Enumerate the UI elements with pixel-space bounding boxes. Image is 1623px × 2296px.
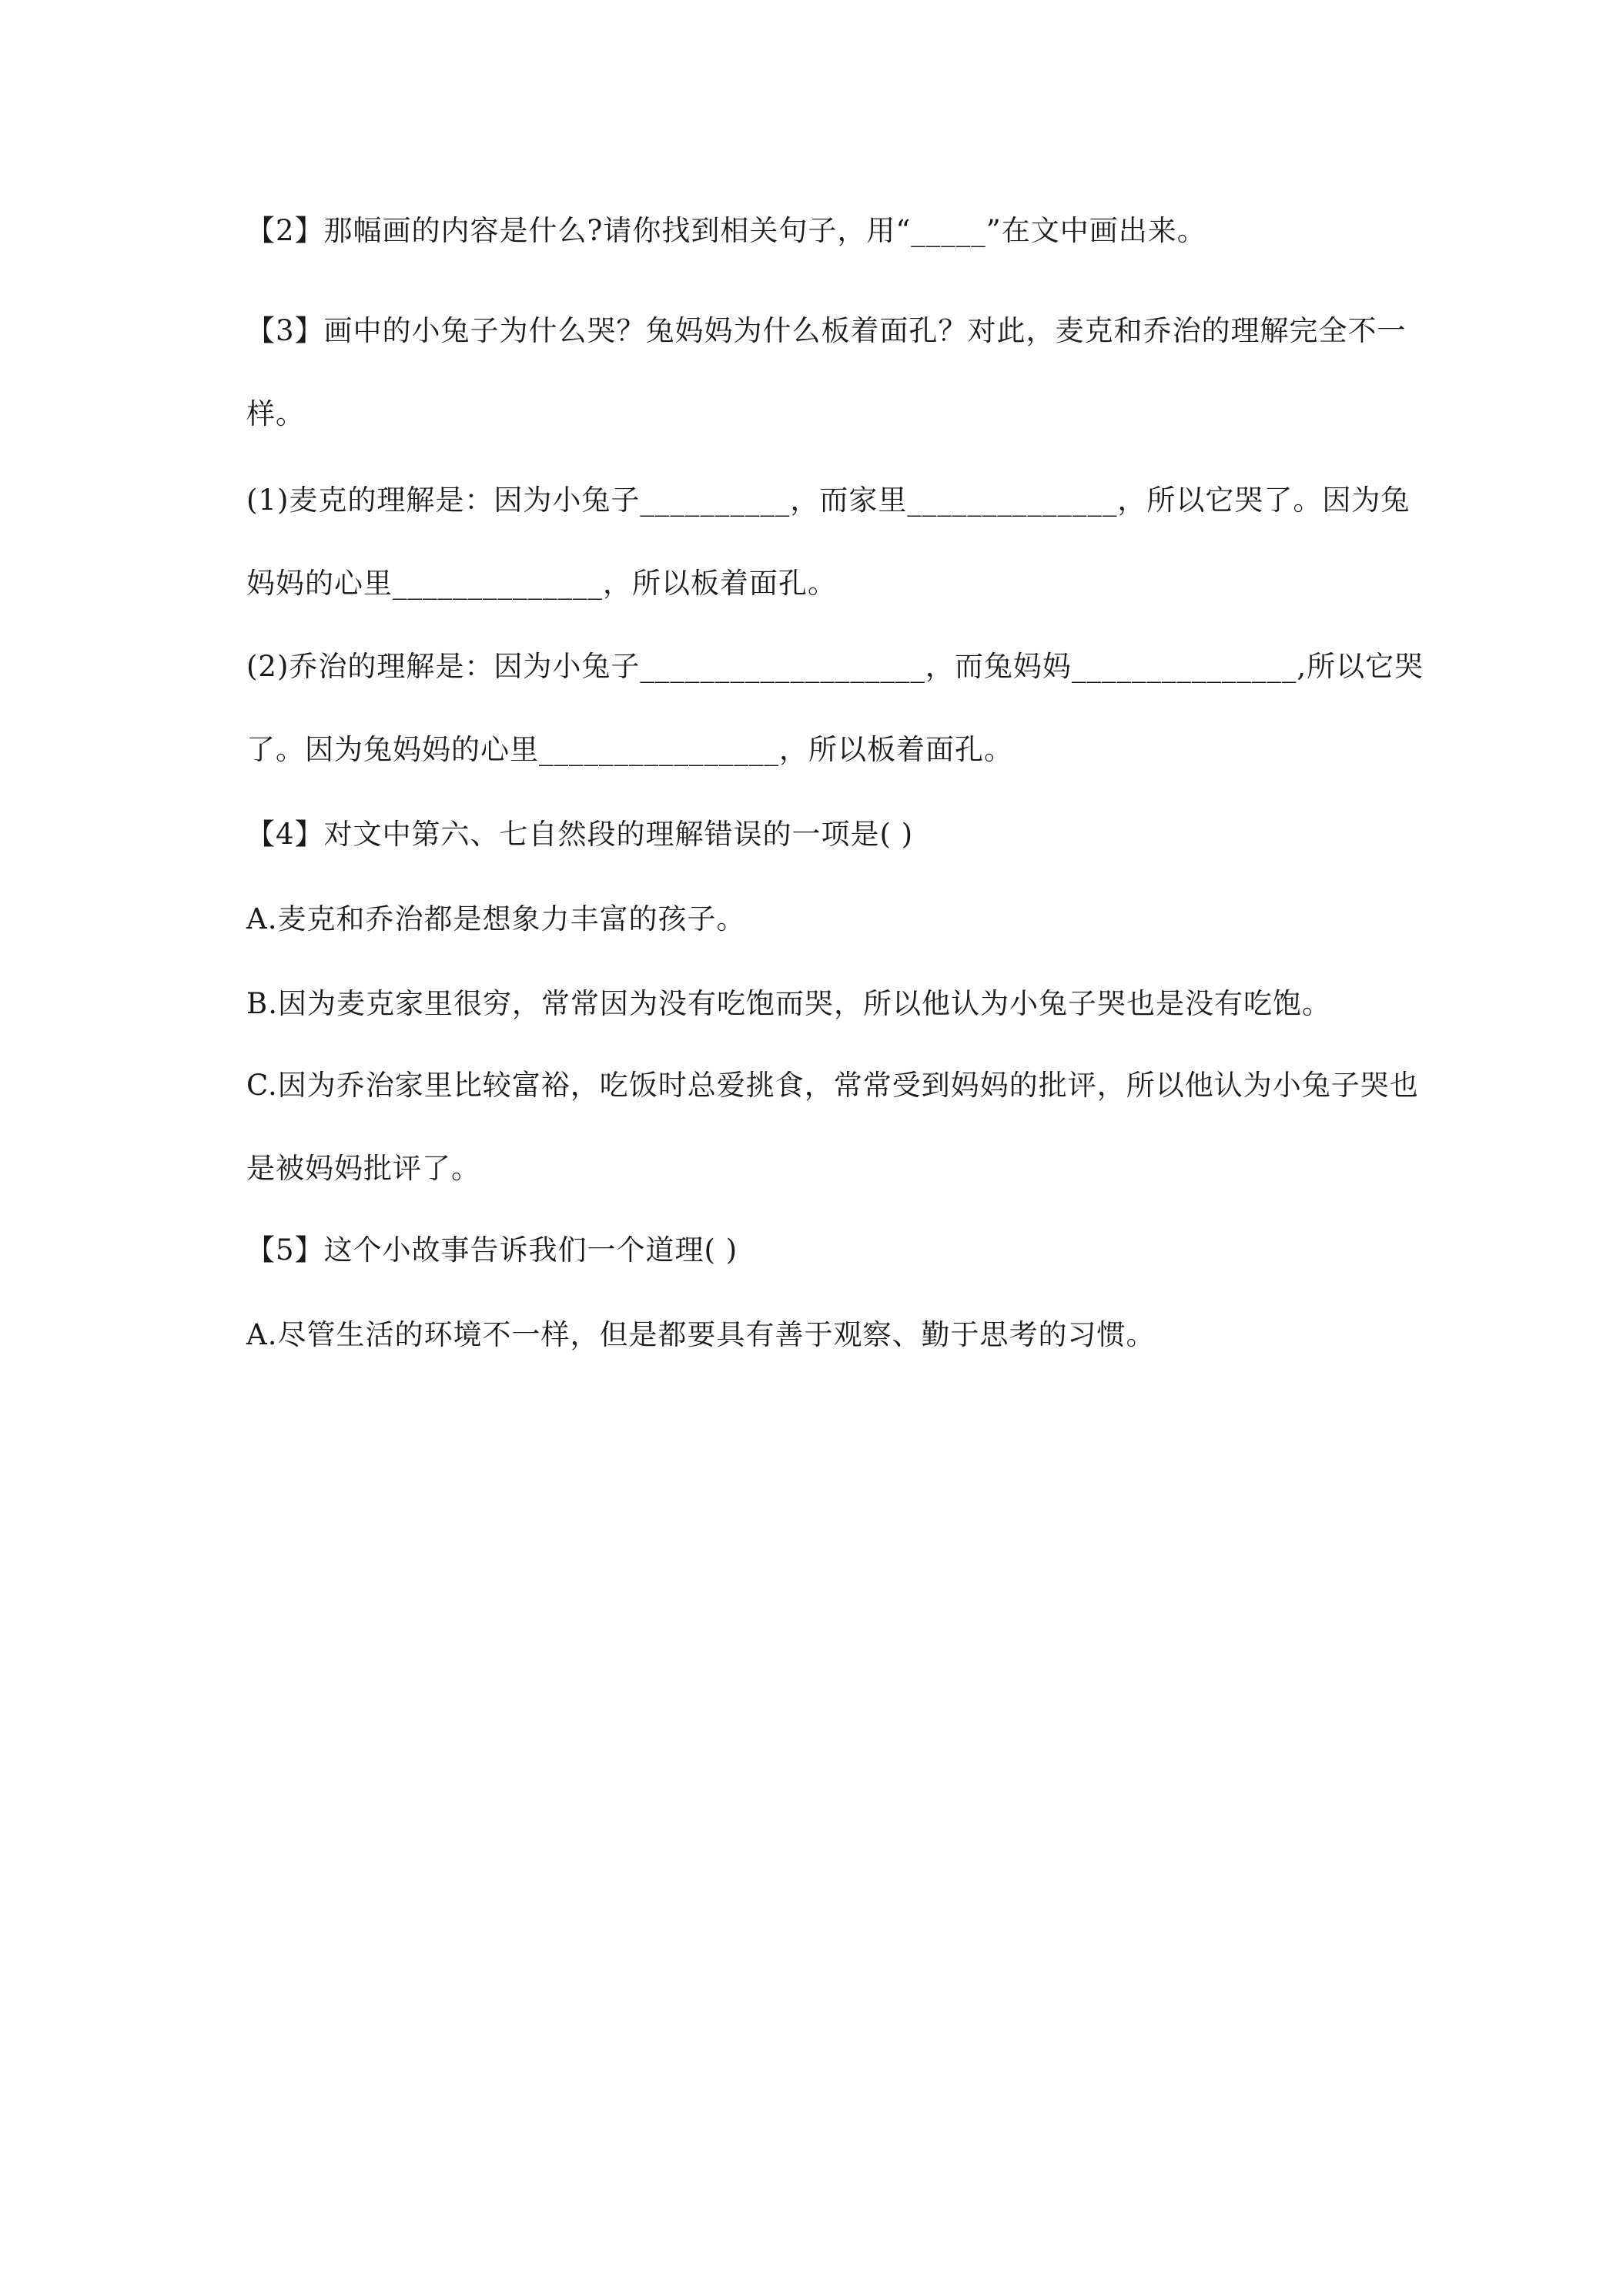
question-3-sub-2-line2: 了。因为兔妈妈的心里________________，所以板着面孔。: [246, 733, 1013, 766]
question-2: [246, 189, 1386, 273]
option-c-text-line1: C.因为乔治家里比较富裕，吃饭时总爱挑食，常常受到妈妈的批评，所以他认为小兔子哭也: [246, 1069, 1419, 1102]
option-a-text: A.麦克和乔治都是想象力丰富的孩子。: [246, 902, 746, 935]
question-5-option-a: [246, 1294, 1386, 1377]
question-3-sub-1-line2: 妈妈的心里______________，所以板着面孔。: [246, 567, 837, 600]
question-3-text-line1: 【3】画中的小兔子为什么哭？兔妈妈为什么板着面孔？对此，麦克和乔治的理解完全不一: [246, 314, 1407, 347]
question-3-sub-1-line1: (1)麦克的理解是：因为小兔子__________，而家里______________，所以它哭了。因为兔: [246, 484, 1411, 517]
question-5: [246, 1209, 1386, 1292]
question-4: [246, 793, 1386, 876]
question-4-option-a: [246, 878, 1386, 961]
question-2-text: 【2】那幅画的内容是什么?请你找到相关句子，用“_____”在文中画出来。: [246, 214, 1206, 247]
question-3-sub-2: [246, 625, 1424, 792]
question-5-option-a-text: A.尽管生活的环境不一样，但是都要具有善于观察、勤于思考的习惯。: [246, 1318, 1156, 1351]
option-c-text-line2: 是被妈妈批评了。: [246, 1152, 480, 1185]
option-b-text: B.因为麦克家里很穷，常常因为没有吃饱而哭，所以他认为小兔子哭也是没有吃饱。: [246, 987, 1331, 1020]
question-5-text: 【5】这个小故事告诉我们一个道理( ): [246, 1233, 738, 1267]
question-3-sub-2-line1: (2)乔治的理解是：因为小兔子___________________，而兔妈妈_______________,所以它哭: [246, 650, 1424, 683]
question-3-sub-1: [246, 459, 1411, 625]
question-4-text: 【4】对文中第六、七自然段的理解错误的一项是( ): [246, 818, 914, 851]
question-4-option-b: [246, 962, 1386, 1046]
question-3: [246, 290, 1407, 456]
question-3-text-line2: 样。: [246, 397, 305, 430]
question-4-option-c: [246, 1044, 1419, 1210]
